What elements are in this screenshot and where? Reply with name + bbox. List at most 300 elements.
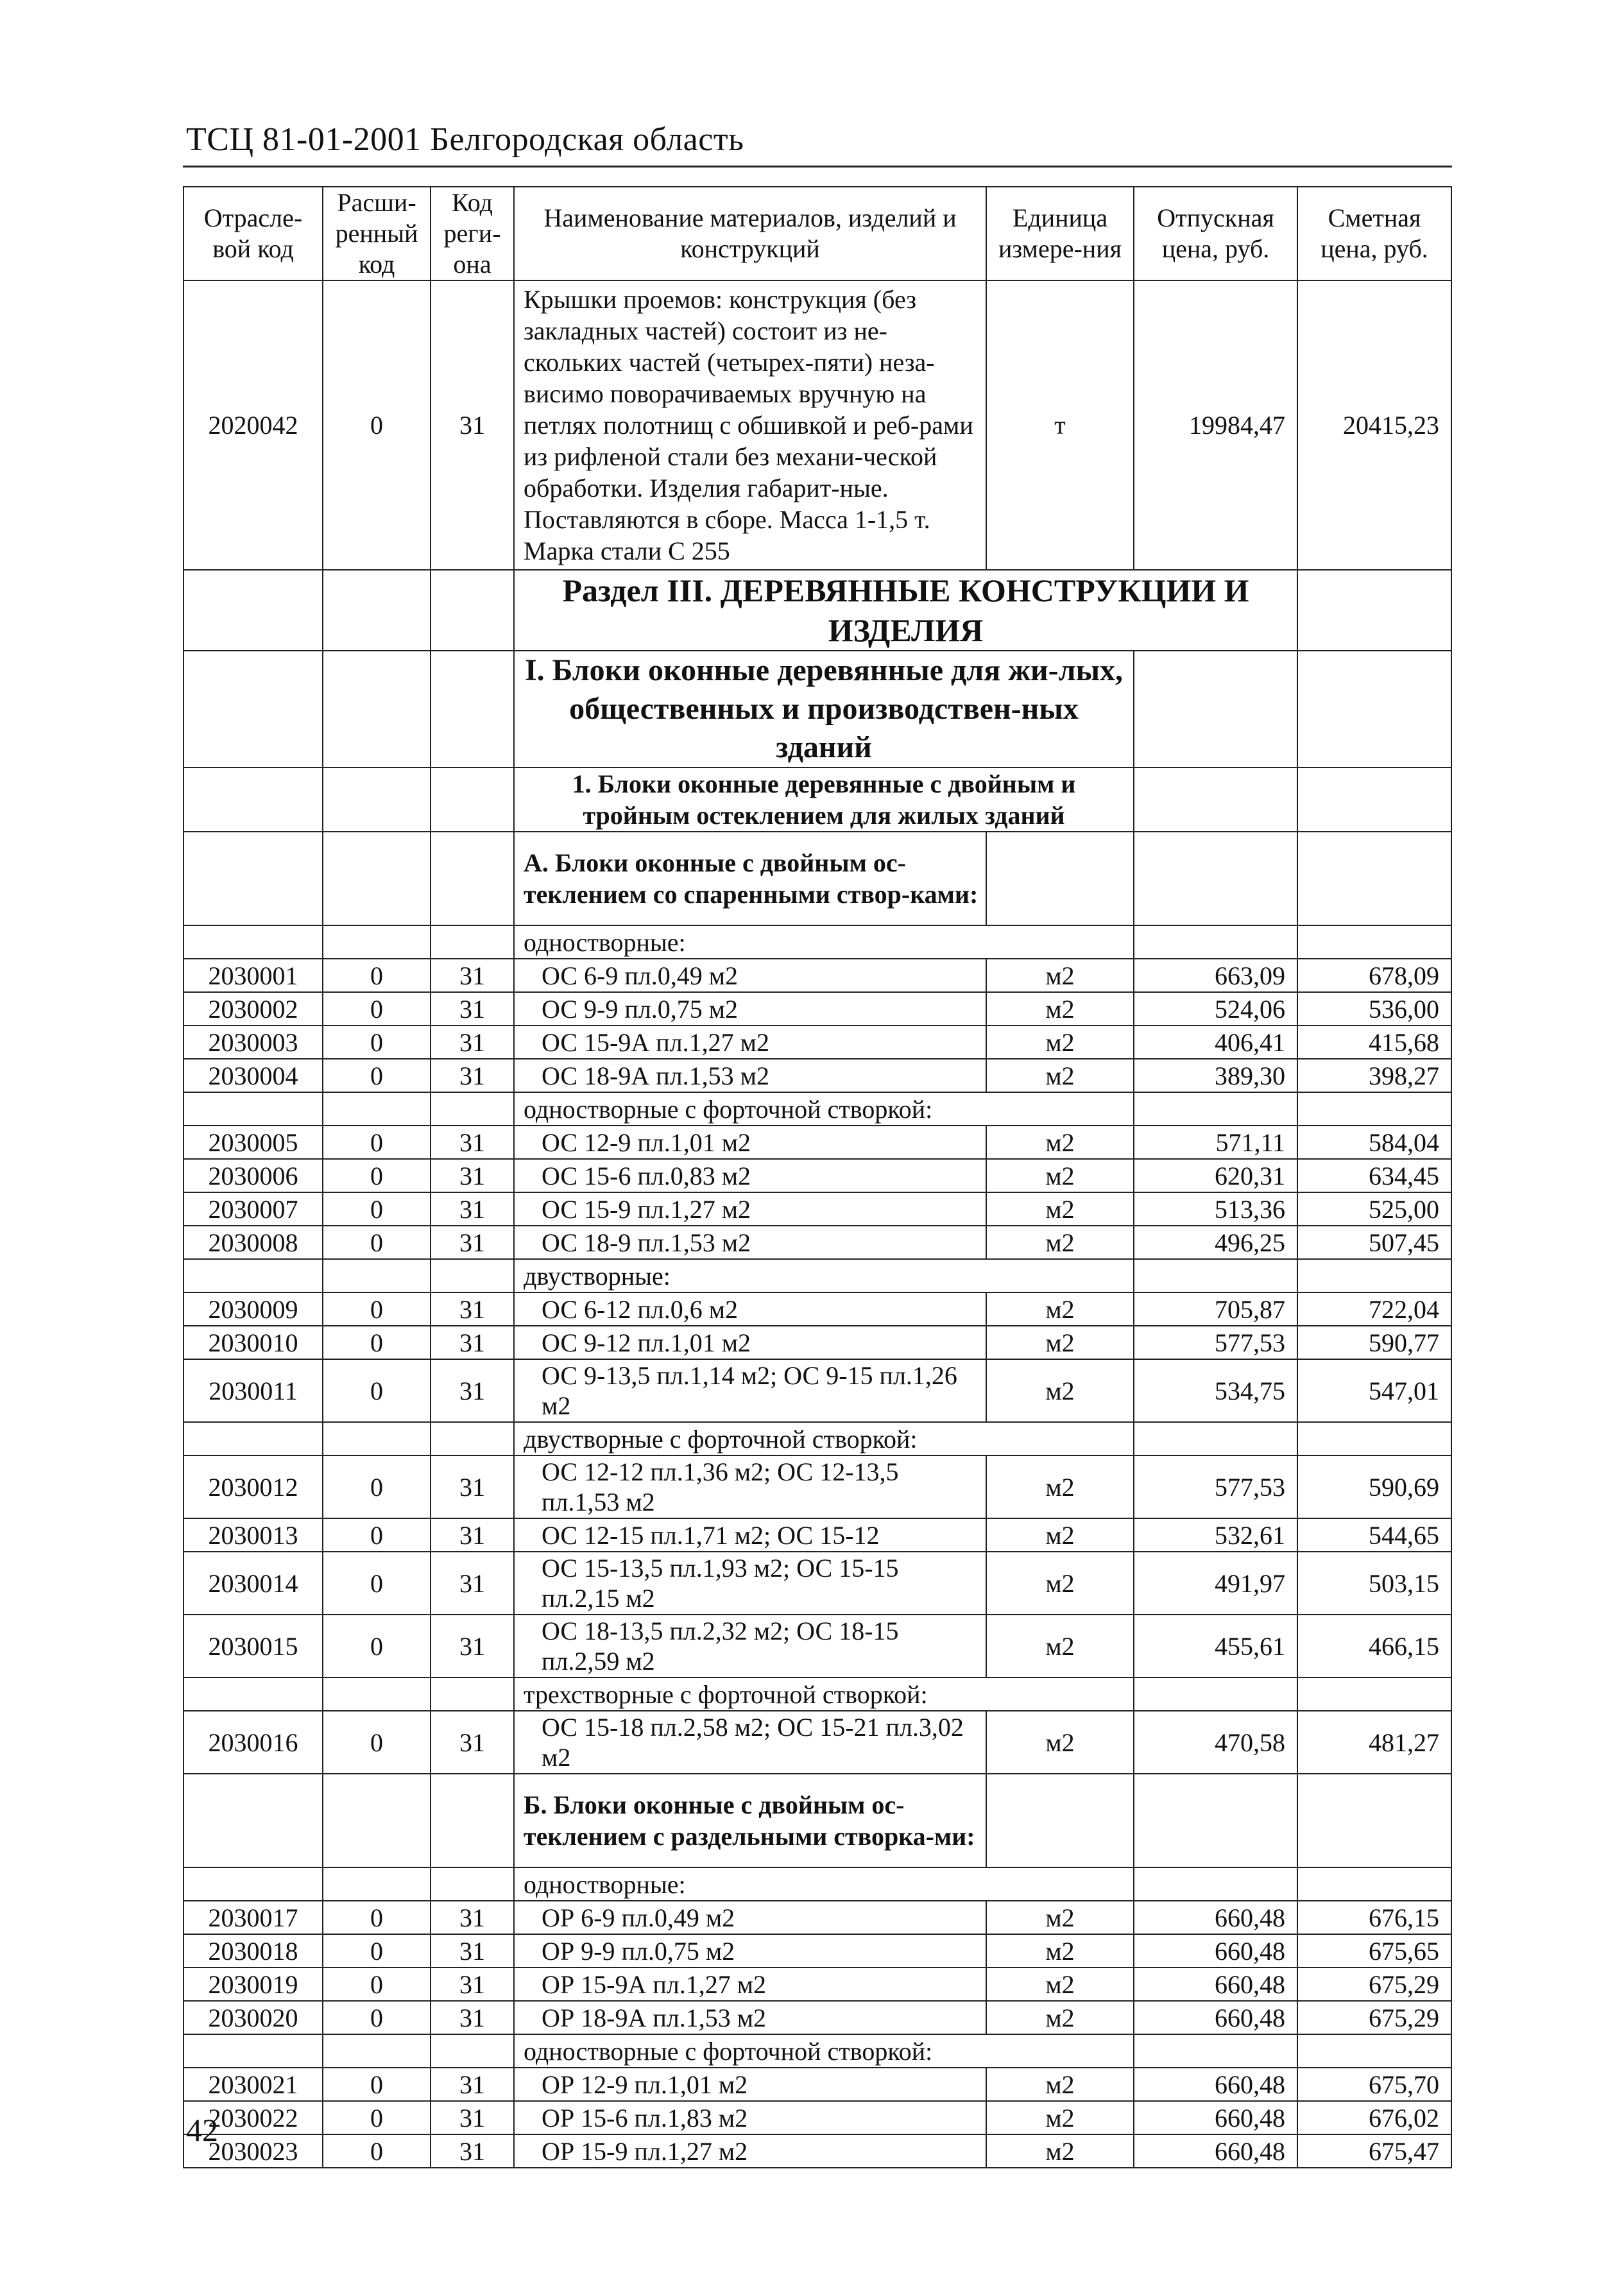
cell-region: 31 bbox=[431, 1025, 514, 1059]
subsection-row bbox=[184, 768, 1451, 832]
cell-region: 31 bbox=[431, 2101, 514, 2134]
cell-release-price: 532,61 bbox=[1134, 1518, 1297, 1552]
cell-unit: м2 bbox=[986, 1359, 1134, 1422]
cell-code: 2030007 bbox=[184, 1192, 323, 1226]
cell-release-price: 496,25 bbox=[1134, 1226, 1297, 1259]
cell-unit: м2 bbox=[986, 1192, 1134, 1226]
cell-ext: 0 bbox=[323, 280, 431, 570]
cell-unit: м2 bbox=[986, 1901, 1134, 1934]
empty-cell bbox=[1134, 1774, 1297, 1867]
cell-release-price: 705,87 bbox=[1134, 1292, 1297, 1326]
cell-name bbox=[514, 1518, 986, 1552]
group-label: одностворные: bbox=[514, 925, 1134, 959]
cell-name bbox=[514, 1292, 986, 1326]
cell-code: 2030003 bbox=[184, 1025, 323, 1059]
cell-region: 31 bbox=[431, 1518, 514, 1552]
empty-cell bbox=[1134, 1867, 1297, 1901]
cell-release-price: 491,97 bbox=[1134, 1552, 1297, 1615]
col-header-industry-code: Отрасле-вой код bbox=[184, 187, 323, 280]
cell-ext: 0 bbox=[323, 1025, 431, 1059]
cell-unit: м2 bbox=[986, 1711, 1134, 1774]
item-name: ОС 15-13,5 пл.1,93 м2; ОС 15-15 пл.2,15 м2 bbox=[542, 1554, 899, 1613]
cell-estimate-price: 675,70 bbox=[1297, 2068, 1451, 2101]
cell-name bbox=[514, 1226, 986, 1259]
empty-cell bbox=[184, 1422, 323, 1455]
item-name: ОР 18-9А пл.1,53 м2 bbox=[542, 2003, 767, 2032]
empty-cell bbox=[323, 570, 431, 651]
empty-cell bbox=[431, 1259, 514, 1292]
cell-region: 31 bbox=[431, 1711, 514, 1774]
item-name: ОС 12-12 пл.1,36 м2; ОС 12-13,5 пл.1,53 м2 bbox=[542, 1457, 899, 1516]
cell-unit: м2 bbox=[986, 1326, 1134, 1359]
cell-release-price: 660,48 bbox=[1134, 2101, 1297, 2134]
cell-region: 31 bbox=[431, 1126, 514, 1159]
empty-cell bbox=[1297, 2034, 1451, 2068]
empty-cell bbox=[1297, 651, 1451, 768]
cell-region: 31 bbox=[431, 1359, 514, 1422]
cell-region: 31 bbox=[431, 1292, 514, 1326]
cell-release-price: 660,48 bbox=[1134, 1968, 1297, 2001]
table-row bbox=[184, 1934, 1451, 1968]
item-name: ОС 9-13,5 пл.1,14 м2; ОС 9-15 пл.1,26 м2 bbox=[542, 1361, 957, 1420]
cell-release-price: 455,61 bbox=[1134, 1615, 1297, 1677]
group-row bbox=[184, 1677, 1451, 1711]
cell-unit: м2 bbox=[986, 2134, 1134, 2168]
col-header-release-price: Отпускная цена, руб. bbox=[1134, 187, 1297, 280]
cell-code: 2030023 bbox=[184, 2134, 323, 2168]
item-name: ОС 12-15 пл.1,71 м2; ОС 15-12 bbox=[542, 1520, 880, 1550]
item-name: ОС 15-9А пл.1,27 м2 bbox=[542, 1027, 769, 1057]
cell-unit: м2 bbox=[986, 1159, 1134, 1192]
cell-name bbox=[514, 2101, 986, 2134]
empty-cell bbox=[1297, 768, 1451, 832]
group-row bbox=[184, 2034, 1451, 2068]
cell-name bbox=[514, 1192, 986, 1226]
empty-cell bbox=[323, 1867, 431, 1901]
empty-cell bbox=[184, 768, 323, 832]
cell-ext: 0 bbox=[323, 1711, 431, 1774]
cell-region: 31 bbox=[431, 1192, 514, 1226]
empty-cell bbox=[323, 2034, 431, 2068]
empty-cell bbox=[431, 768, 514, 832]
cell-estimate-price: 590,77 bbox=[1297, 1326, 1451, 1359]
cell-unit: м2 bbox=[986, 1518, 1134, 1552]
empty-cell bbox=[1297, 1677, 1451, 1711]
section-title: Раздел III. ДЕРЕВЯННЫЕ КОНСТРУКЦИИ И ИЗДЕЛИЯ bbox=[514, 570, 1297, 651]
cell-estimate-price: 675,29 bbox=[1297, 2001, 1451, 2034]
empty-cell bbox=[1134, 1259, 1297, 1292]
empty-cell bbox=[184, 832, 323, 925]
table-row bbox=[184, 1025, 1451, 1059]
empty-cell bbox=[323, 1259, 431, 1292]
cell-region: 31 bbox=[431, 1326, 514, 1359]
cell-unit: м2 bbox=[986, 1226, 1134, 1259]
cell-release-price: 534,75 bbox=[1134, 1359, 1297, 1422]
cell-region: 31 bbox=[431, 1059, 514, 1092]
cell-name bbox=[514, 2068, 986, 2101]
empty-cell bbox=[184, 1677, 323, 1711]
cell-unit: м2 bbox=[986, 1059, 1134, 1092]
cell-release-price: 389,30 bbox=[1134, 1059, 1297, 1092]
cell-code: 2030019 bbox=[184, 1968, 323, 2001]
table-row bbox=[184, 1326, 1451, 1359]
table-row bbox=[184, 2001, 1451, 2034]
cell-region: 31 bbox=[431, 1901, 514, 1934]
group-label: одностворные: bbox=[514, 1867, 1134, 1901]
empty-cell bbox=[1134, 832, 1297, 925]
cell-unit: м2 bbox=[986, 2001, 1134, 2034]
cell-region: 31 bbox=[431, 959, 514, 992]
cell-ext: 0 bbox=[323, 1968, 431, 2001]
empty-cell bbox=[323, 768, 431, 832]
cell-ext: 0 bbox=[323, 1326, 431, 1359]
cell-name bbox=[514, 1615, 986, 1677]
cell-ext: 0 bbox=[323, 2068, 431, 2101]
cell-release-price: 513,36 bbox=[1134, 1192, 1297, 1226]
empty-cell bbox=[1297, 925, 1451, 959]
empty-cell bbox=[184, 570, 323, 651]
cell-ext: 0 bbox=[323, 1455, 431, 1518]
empty-cell bbox=[323, 925, 431, 959]
cell-name bbox=[514, 992, 986, 1025]
subsection-2-title: 1. Блоки оконные деревянные с двойным и тройным остеклением для жилых зданий bbox=[514, 768, 1134, 832]
group-row bbox=[184, 1259, 1451, 1292]
empty-cell bbox=[431, 570, 514, 651]
cell-ext: 0 bbox=[323, 2101, 431, 2134]
empty-cell bbox=[986, 1774, 1134, 1867]
item-name: ОС 9-9 пл.0,75 м2 bbox=[542, 994, 739, 1024]
cell-region: 31 bbox=[431, 1455, 514, 1518]
cell-code: 2030016 bbox=[184, 1711, 323, 1774]
item-name: ОС 9-12 пл.1,01 м2 bbox=[542, 1328, 751, 1357]
item-name: ОР 12-9 пл.1,01 м2 bbox=[542, 2070, 748, 2099]
empty-cell bbox=[184, 2034, 323, 2068]
cell-estimate-price: 536,00 bbox=[1297, 992, 1451, 1025]
cell-name bbox=[514, 1359, 986, 1422]
empty-cell bbox=[431, 925, 514, 959]
cell-ext: 0 bbox=[323, 1518, 431, 1552]
cell-name bbox=[514, 1552, 986, 1615]
empty-cell bbox=[1134, 651, 1297, 768]
cell-estimate-price: 678,09 bbox=[1297, 959, 1451, 992]
cell-estimate-price: 676,15 bbox=[1297, 1901, 1451, 1934]
empty-cell bbox=[184, 1774, 323, 1867]
table-row bbox=[184, 992, 1451, 1025]
cell-name bbox=[514, 1326, 986, 1359]
cell-estimate-price: 590,69 bbox=[1297, 1455, 1451, 1518]
cell-estimate-price: 675,47 bbox=[1297, 2134, 1451, 2168]
subsection-row bbox=[184, 832, 1451, 925]
item-name: ОР 15-9А пл.1,27 м2 bbox=[542, 1969, 767, 1999]
cell-estimate-price: 675,65 bbox=[1297, 1934, 1451, 1968]
item-name: ОР 6-9 пл.0,49 м2 bbox=[542, 1903, 735, 1932]
cell-name bbox=[514, 1901, 986, 1934]
cell-name bbox=[514, 959, 986, 992]
cell-estimate-price: 547,01 bbox=[1297, 1359, 1451, 1422]
cell-release-price: 577,53 bbox=[1134, 1455, 1297, 1518]
empty-cell bbox=[323, 832, 431, 925]
cell-code: 2030022 bbox=[184, 2101, 323, 2134]
cell-ext: 0 bbox=[323, 1552, 431, 1615]
cell-release-price: 660,48 bbox=[1134, 2001, 1297, 2034]
table-row bbox=[184, 280, 1451, 570]
cell-ext: 0 bbox=[323, 1159, 431, 1192]
empty-cell bbox=[323, 1677, 431, 1711]
header-rule bbox=[183, 166, 1452, 167]
cell-release-price: 577,53 bbox=[1134, 1326, 1297, 1359]
group-row bbox=[184, 1092, 1451, 1126]
cell-unit: м2 bbox=[986, 1292, 1134, 1326]
empty-cell bbox=[184, 925, 323, 959]
cell-release-price: 660,48 bbox=[1134, 2068, 1297, 2101]
empty-cell bbox=[1297, 570, 1451, 651]
cell-ext: 0 bbox=[323, 1192, 431, 1226]
cell-ext: 0 bbox=[323, 1934, 431, 1968]
table-row bbox=[184, 1615, 1451, 1677]
table-row bbox=[184, 1192, 1451, 1226]
cell-estimate-price: 525,00 bbox=[1297, 1192, 1451, 1226]
table-row bbox=[184, 1901, 1451, 1934]
cell-estimate-price: 466,15 bbox=[1297, 1615, 1451, 1677]
cell-unit: м2 bbox=[986, 959, 1134, 992]
cell-name bbox=[514, 1159, 986, 1192]
empty-cell bbox=[184, 1092, 323, 1126]
cell-name bbox=[514, 2134, 986, 2168]
group-label: двустворные: bbox=[514, 1259, 1134, 1292]
cell-code: 2030013 bbox=[184, 1518, 323, 1552]
cell-release-price: 663,09 bbox=[1134, 959, 1297, 992]
table-row bbox=[184, 1226, 1451, 1259]
cell-ext: 0 bbox=[323, 1359, 431, 1422]
cell-region: 31 bbox=[431, 992, 514, 1025]
cell-ext: 0 bbox=[323, 1292, 431, 1326]
table-row bbox=[184, 1359, 1451, 1422]
table-header-row bbox=[184, 187, 1451, 280]
table-row bbox=[184, 1292, 1451, 1326]
cell-unit: м2 bbox=[986, 1615, 1134, 1677]
table-row bbox=[184, 1968, 1451, 2001]
col-header-name: Наименование материалов, изделий и конструкций bbox=[514, 187, 986, 280]
cell-code: 2030012 bbox=[184, 1455, 323, 1518]
cell-release-price: 19984,47 bbox=[1134, 280, 1297, 570]
subsection-b-title: Б. Блоки оконные с двойным ос-теклением с раздельными створка-ми: bbox=[514, 1774, 986, 1867]
cell-estimate-price: 398,27 bbox=[1297, 1059, 1451, 1092]
col-header-region-code: Код реги-она bbox=[431, 187, 514, 280]
item-name: ОС 6-12 пл.0,6 м2 bbox=[542, 1294, 739, 1324]
table-row bbox=[184, 1059, 1451, 1092]
price-table bbox=[183, 186, 1452, 2168]
page-number: 42 bbox=[186, 2112, 218, 2148]
item-name: ОС 18-13,5 пл.2,32 м2; ОС 18-15 пл.2,59 м2 bbox=[542, 1617, 899, 1676]
cell-code: 2030002 bbox=[184, 992, 323, 1025]
cell-unit: м2 bbox=[986, 1552, 1134, 1615]
cell-code: 2030010 bbox=[184, 1326, 323, 1359]
table-row bbox=[184, 2068, 1451, 2101]
group-label: двустворные с форточной створкой: bbox=[514, 1422, 1134, 1455]
cell-code: 2030006 bbox=[184, 1159, 323, 1192]
cell-unit: м2 bbox=[986, 1126, 1134, 1159]
cell-unit: т bbox=[986, 280, 1134, 570]
empty-cell bbox=[1134, 925, 1297, 959]
cell-name bbox=[514, 1059, 986, 1092]
item-name: ОР 15-6 пл.1,83 м2 bbox=[542, 2103, 748, 2132]
empty-cell bbox=[1297, 1092, 1451, 1126]
cell-ext: 0 bbox=[323, 992, 431, 1025]
empty-cell bbox=[1134, 1677, 1297, 1711]
empty-cell bbox=[323, 1092, 431, 1126]
group-row bbox=[184, 925, 1451, 959]
empty-cell bbox=[1297, 1867, 1451, 1901]
empty-cell bbox=[1134, 1092, 1297, 1126]
empty-cell bbox=[1134, 768, 1297, 832]
empty-cell bbox=[1134, 1422, 1297, 1455]
cell-region: 31 bbox=[431, 1159, 514, 1192]
cell-release-price: 571,11 bbox=[1134, 1126, 1297, 1159]
empty-cell bbox=[431, 832, 514, 925]
cell-ext: 0 bbox=[323, 2134, 431, 2168]
cell-unit: м2 bbox=[986, 2101, 1134, 2134]
cell-name bbox=[514, 1934, 986, 1968]
section-row bbox=[184, 570, 1451, 651]
empty-cell bbox=[431, 1867, 514, 1901]
cell-release-price: 660,48 bbox=[1134, 1934, 1297, 1968]
subsection-row bbox=[184, 651, 1451, 768]
cell-region: 31 bbox=[431, 1615, 514, 1677]
cell-code: 2030021 bbox=[184, 2068, 323, 2101]
empty-cell bbox=[431, 1677, 514, 1711]
cell-name bbox=[514, 1455, 986, 1518]
page-header-title: ТСЦ 81-01-2001 Белгородская область bbox=[186, 121, 744, 158]
cell-estimate-price: 481,27 bbox=[1297, 1711, 1451, 1774]
group-label: трехстворные с форточной створкой: bbox=[514, 1677, 1134, 1711]
cell-name bbox=[514, 1126, 986, 1159]
cell-code: 2030005 bbox=[184, 1126, 323, 1159]
cell-estimate-price: 20415,23 bbox=[1297, 280, 1451, 570]
cell-estimate-price: 722,04 bbox=[1297, 1292, 1451, 1326]
table-row bbox=[184, 1126, 1451, 1159]
cell-unit: м2 bbox=[986, 1025, 1134, 1059]
cell-ext: 0 bbox=[323, 1615, 431, 1677]
cell-code: 2030015 bbox=[184, 1615, 323, 1677]
item-name: ОС 15-18 пл.2,58 м2; ОС 15-21 пл.3,02 м2 bbox=[542, 1713, 964, 1772]
cell-unit: м2 bbox=[986, 1968, 1134, 2001]
table-row bbox=[184, 1455, 1451, 1518]
empty-cell bbox=[431, 1774, 514, 1867]
col-header-extended-code: Расши-ренный код bbox=[323, 187, 431, 280]
cell-release-price: 620,31 bbox=[1134, 1159, 1297, 1192]
cell-code: 2020042 bbox=[184, 280, 323, 570]
cell-region: 31 bbox=[431, 280, 514, 570]
cell-code: 2030018 bbox=[184, 1934, 323, 1968]
cell-unit: м2 bbox=[986, 1934, 1134, 1968]
group-label: одностворные с форточной створкой: bbox=[514, 2034, 1134, 2068]
empty-cell bbox=[323, 651, 431, 768]
cell-region: 31 bbox=[431, 1934, 514, 1968]
cell-code: 2030014 bbox=[184, 1552, 323, 1615]
empty-cell bbox=[431, 2034, 514, 2068]
table-row bbox=[184, 959, 1451, 992]
cell-code: 2030004 bbox=[184, 1059, 323, 1092]
col-header-unit: Единица измере-ния bbox=[986, 187, 1134, 280]
empty-cell bbox=[431, 1092, 514, 1126]
cell-ext: 0 bbox=[323, 2001, 431, 2034]
cell-name bbox=[514, 2001, 986, 2034]
cell-code: 2030020 bbox=[184, 2001, 323, 2034]
cell-ext: 0 bbox=[323, 1226, 431, 1259]
empty-cell bbox=[1297, 1422, 1451, 1455]
group-label: одностворные с форточной створкой: bbox=[514, 1092, 1134, 1126]
cell-release-price: 660,48 bbox=[1134, 1901, 1297, 1934]
subsection-row bbox=[184, 1774, 1451, 1867]
cell-estimate-price: 507,45 bbox=[1297, 1226, 1451, 1259]
empty-cell bbox=[1297, 832, 1451, 925]
cell-estimate-price: 634,45 bbox=[1297, 1159, 1451, 1192]
cell-unit: м2 bbox=[986, 2068, 1134, 2101]
empty-cell bbox=[431, 1422, 514, 1455]
item-name: ОС 18-9 пл.1,53 м2 bbox=[542, 1228, 751, 1257]
cell-code: 2030009 bbox=[184, 1292, 323, 1326]
table-row bbox=[184, 2134, 1451, 2168]
table-row bbox=[184, 1518, 1451, 1552]
empty-cell bbox=[323, 1774, 431, 1867]
cell-estimate-price: 503,15 bbox=[1297, 1552, 1451, 1615]
cell-estimate-price: 415,68 bbox=[1297, 1025, 1451, 1059]
group-row bbox=[184, 1422, 1451, 1455]
empty-cell bbox=[184, 1867, 323, 1901]
col-header-estimate-price: Сметная цена, руб. bbox=[1297, 187, 1451, 280]
cell-ext: 0 bbox=[323, 1901, 431, 1934]
empty-cell bbox=[1134, 2034, 1297, 2068]
cell-name bbox=[514, 1968, 986, 2001]
cell-name bbox=[514, 1711, 986, 1774]
cell-code: 2030011 bbox=[184, 1359, 323, 1422]
item-name: ОС 12-9 пл.1,01 м2 bbox=[542, 1128, 751, 1157]
cell-region: 31 bbox=[431, 1552, 514, 1615]
table-row bbox=[184, 1159, 1451, 1192]
group-row bbox=[184, 1867, 1451, 1901]
cell-region: 31 bbox=[431, 2001, 514, 2034]
item-name: ОС 15-6 пл.0,83 м2 bbox=[542, 1161, 751, 1190]
item-name: ОС 18-9А пл.1,53 м2 bbox=[542, 1061, 769, 1090]
cell-region: 31 bbox=[431, 2134, 514, 2168]
item-name: ОР 9-9 пл.0,75 м2 bbox=[542, 1936, 735, 1966]
cell-region: 31 bbox=[431, 1968, 514, 2001]
empty-cell bbox=[431, 651, 514, 768]
cell-region: 31 bbox=[431, 1226, 514, 1259]
cell-code: 2030001 bbox=[184, 959, 323, 992]
empty-cell bbox=[323, 1422, 431, 1455]
cell-release-price: 524,06 bbox=[1134, 992, 1297, 1025]
subsection-1-title: I. Блоки оконные деревянные для жи-лых, общественных и производствен-ных зданий bbox=[514, 651, 1134, 768]
cell-ext: 0 bbox=[323, 959, 431, 992]
cell-estimate-price: 676,02 bbox=[1297, 2101, 1451, 2134]
cell-release-price: 470,58 bbox=[1134, 1711, 1297, 1774]
item-name: ОС 15-9 пл.1,27 м2 bbox=[542, 1194, 751, 1224]
cell-code: 2030008 bbox=[184, 1226, 323, 1259]
cell-region: 31 bbox=[431, 2068, 514, 2101]
empty-cell bbox=[1297, 1774, 1451, 1867]
cell-estimate-price: 675,29 bbox=[1297, 1968, 1451, 2001]
cell-release-price: 660,48 bbox=[1134, 2134, 1297, 2168]
cell-name: Крышки проемов: конструкция (без закладных частей) состоит из не-скольких частей (четырех-пяти) неза-висимо поворачиваемых вручную на петлях полотнищ с обшивкой и реб-рами из рифленой стали без механи-ческой обработки. Изделия габарит-ные. Поставляются в сборе. Масса 1-1,5 т. Марка стали С 255 bbox=[514, 280, 986, 570]
empty-cell bbox=[986, 832, 1134, 925]
empty-cell bbox=[1297, 1259, 1451, 1292]
empty-cell bbox=[184, 651, 323, 768]
cell-unit: м2 bbox=[986, 992, 1134, 1025]
item-name: ОР 15-9 пл.1,27 м2 bbox=[542, 2136, 748, 2166]
table-row bbox=[184, 2101, 1451, 2134]
cell-name bbox=[514, 1025, 986, 1059]
